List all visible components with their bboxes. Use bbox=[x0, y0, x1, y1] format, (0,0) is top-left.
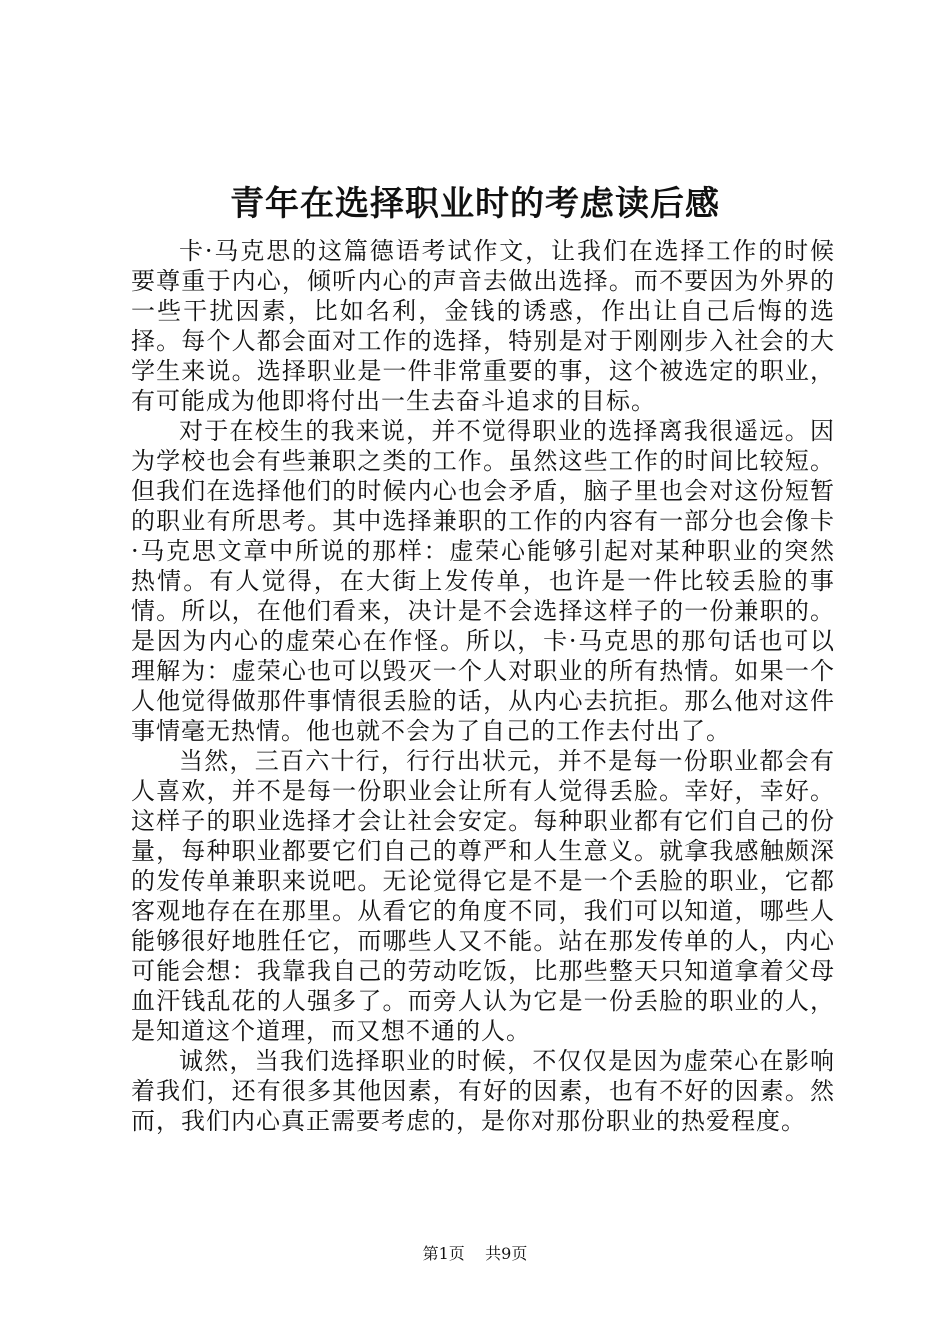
page-number: 第1页 bbox=[422, 1244, 465, 1263]
paragraph-3: 当然，三百六十行，行行出状元，并不是每一份职业都会有人喜欢，并不是每一份职业会让所有人觉得丢脸。幸好，幸好。这样子的职业选择才会让社会安定。每种职业都有它们自己的份量，每种职业都要它们自己的尊严和人生意义。就拿我感触颇深的发传单兼职来说吧。无论觉得它是不是一个丢脸的职业，它都客观地存在在那里。从看它的角度不同，我们可以知道，哪些人能够很好地胜任它，而哪些人又不能。站在那发传单的人，内心可能会想：我靠我自己的劳动吃饭，比那些整天只知道拿着父母血汗钱乱花的人强多了。而旁人认为它是一份丢脸的职业的人，是知道这个道理，而又想不通的人。 bbox=[131, 747, 835, 1045]
paragraph-1: 卡·马克思的这篇德语考试作文，让我们在选择工作的时候要尊重于内心，倾听内心的声音去做出选择。而不要因为外界的一些干扰因素，比如名利，金钱的诱惑，作出让自己后悔的选择。每个人都会面对工作的选择，特别是对于刚刚步入社会的大学生来说。选择职业是一件非常重要的事，这个被选定的职业，有可能成为他即将付出一生去奋斗追求的目标。 bbox=[131, 237, 835, 415]
footer-spacer bbox=[470, 1244, 480, 1263]
paragraph-4: 诚然，当我们选择职业的时候，不仅仅是因为虚荣心在影响着我们，还有很多其他因素，有好的因素，也有不好的因素。然而，我们内心真正需要考虑的，是你对那份职业的热爱程度。 bbox=[131, 1047, 835, 1135]
paragraph-2: 对于在校生的我来说，并不觉得职业的选择离我很遥远。因为学校也会有些兼职之类的工作。虽然这些工作的时间比较短。但我们在选择他们的时候内心也会矛盾，脑子里也会对这份短暂的职业有所思考。其中选择兼职的工作的内容有一部分也会像卡·马克思文章中所说的那样：虚荣心能够引起对某种职业的突然热情。有人觉得，在大街上发传单，也许是一件比较丢脸的事情。所以，在他们看来，决计是不会选择这样子的一份兼职的。是因为内心的虚荣心在作怪。所以，卡·马克思的那句话也可以理解为：虚荣心也可以毁灭一个人对职业的所有热情。如果一个人他觉得做那件事情很丢脸的话，从内心去抗拒。那么他对这件事情毫无热情。他也就不会为了自己的工作去付出了。 bbox=[131, 417, 835, 745]
page-total: 共9页 bbox=[485, 1244, 528, 1263]
document-title: 青年在选择职业时的考虑读后感 bbox=[230, 184, 720, 224]
document-body bbox=[131, 236, 835, 1136]
page-footer bbox=[0, 1244, 950, 1264]
